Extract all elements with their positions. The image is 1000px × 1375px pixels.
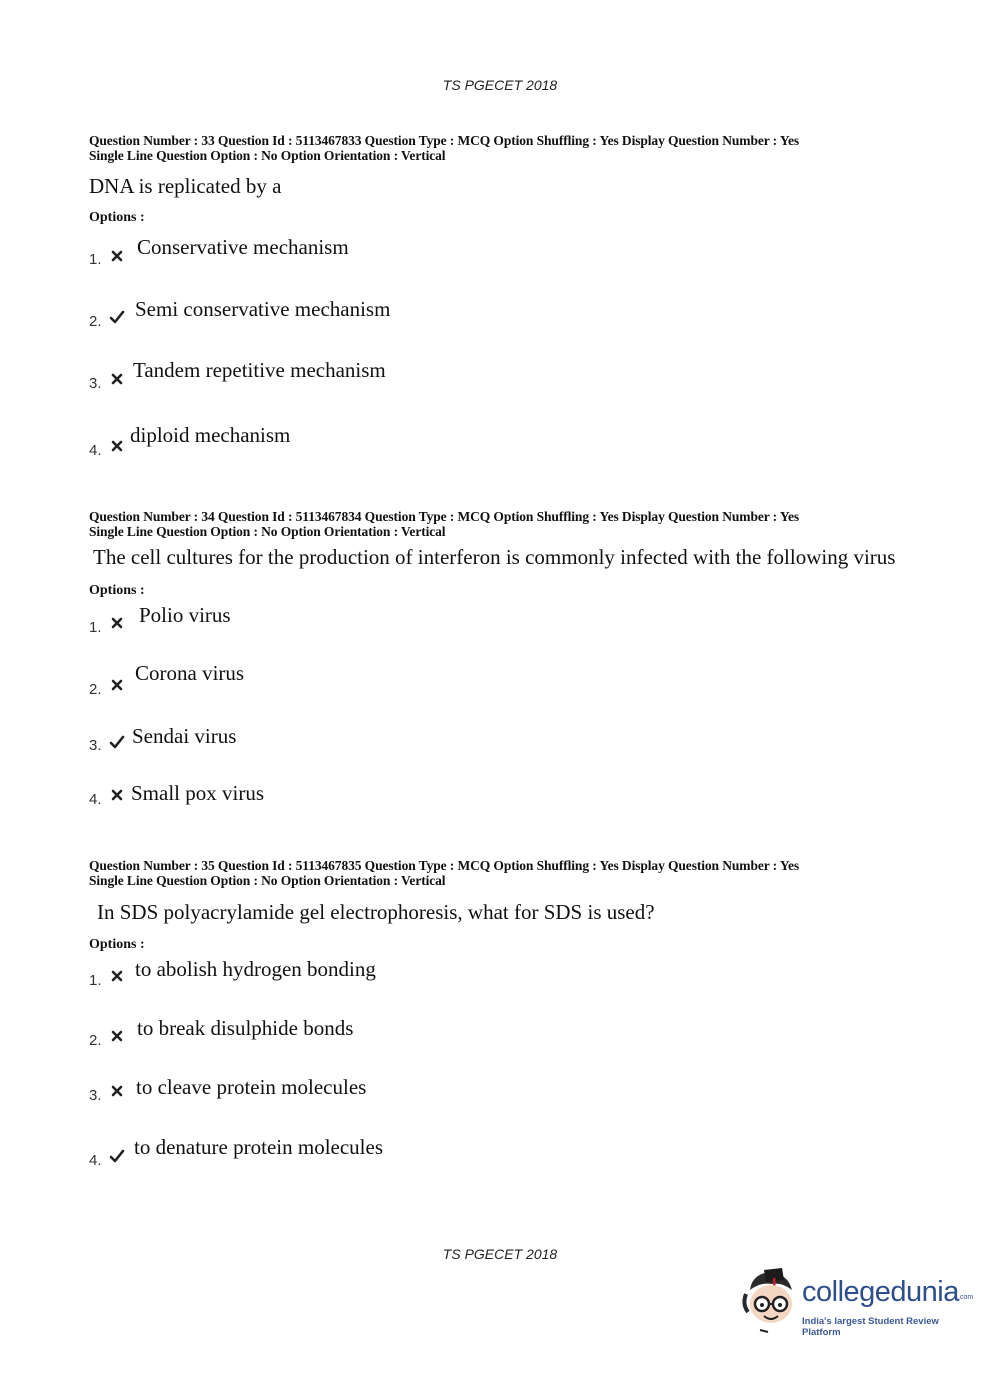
option-text: Semi conservative mechanism [135,297,391,321]
question-meta-line1: Question Number : 34 Question Id : 5113467834 Question Type : MCQ Option Shuffling : Yes Display Question Number : Yes [89,509,800,524]
question-meta-line2: Single Line Question Option : No Option Orientation : Vertical [89,873,446,888]
option-number: 3. [89,375,102,392]
option-number: 1. [89,251,102,268]
option-text: Corona virus [135,661,245,685]
option-number: 3. [89,1087,102,1104]
option-number: 4. [89,791,102,808]
cross-icon [109,1083,125,1099]
logo-tagline: India's largest Student Review Platform [802,1316,939,1338]
cross-icon [109,248,125,264]
cross-icon [109,787,125,803]
question-block [89,858,919,1169]
cross-icon [109,1028,125,1044]
question-meta-line1: Question Number : 35 Question Id : 5113467835 Question Type : MCQ Option Shuffling : Yes Display Question Number : Yes [89,858,800,873]
question-block [89,509,919,808]
option-text: Polio virus [139,603,231,627]
question-text: DNA is replicated by a [89,174,282,198]
option-text: Small pox virus [131,781,265,805]
option-number: 4. [89,442,102,459]
question-meta-line1: Question Number : 33 Question Id : 5113467833 Question Type : MCQ Option Shuffling : Yes Display Question Number : Yes [89,133,800,148]
cross-icon [109,438,125,454]
question-block [89,133,919,459]
collegedunia-logo [742,1268,972,1338]
option-text: to abolish hydrogen bonding [135,957,376,981]
options-label: Options : [89,583,145,598]
check-icon [109,1148,125,1164]
logo-wordmark: collegedunia [802,1276,959,1308]
check-icon [109,309,125,325]
cross-icon [109,615,125,631]
logo-domain: .com [958,1294,974,1301]
option-text: Tandem repetitive mechanism [133,358,386,382]
check-icon [109,734,125,750]
option-text: Sendai virus [132,724,237,748]
option-text: to denature protein molecules [134,1135,383,1159]
page-header: TS PGECET 2018 [442,77,558,93]
option-text: to break disulphide bonds [137,1016,354,1040]
cross-icon [109,968,125,984]
question-meta-line2: Single Line Question Option : No Option Orientation : Vertical [89,148,446,163]
option-text: diploid mechanism [130,423,291,447]
option-number: 2. [89,313,102,330]
page-footer: TS PGECET 2018 [442,1246,558,1262]
option-text: to cleave protein molecules [136,1075,367,1099]
option-number: 2. [89,681,102,698]
options-label: Options : [89,937,145,952]
options-label: Options : [89,210,145,225]
question-text: The cell cultures for the production of interferon is commonly infected with the following virus [93,545,896,569]
option-number: 3. [89,737,102,754]
question-meta-line2: Single Line Question Option : No Option Orientation : Vertical [89,524,446,539]
cross-icon [109,371,125,387]
cross-icon [109,677,125,693]
mascot-icon [742,1268,802,1338]
option-number: 2. [89,1032,102,1049]
option-number: 4. [89,1152,102,1169]
option-number: 1. [89,619,102,636]
option-text: Conservative mechanism [137,235,349,259]
question-text: In SDS polyacrylamide gel electrophoresis, what for SDS is used? [97,900,655,924]
option-number: 1. [89,972,102,989]
